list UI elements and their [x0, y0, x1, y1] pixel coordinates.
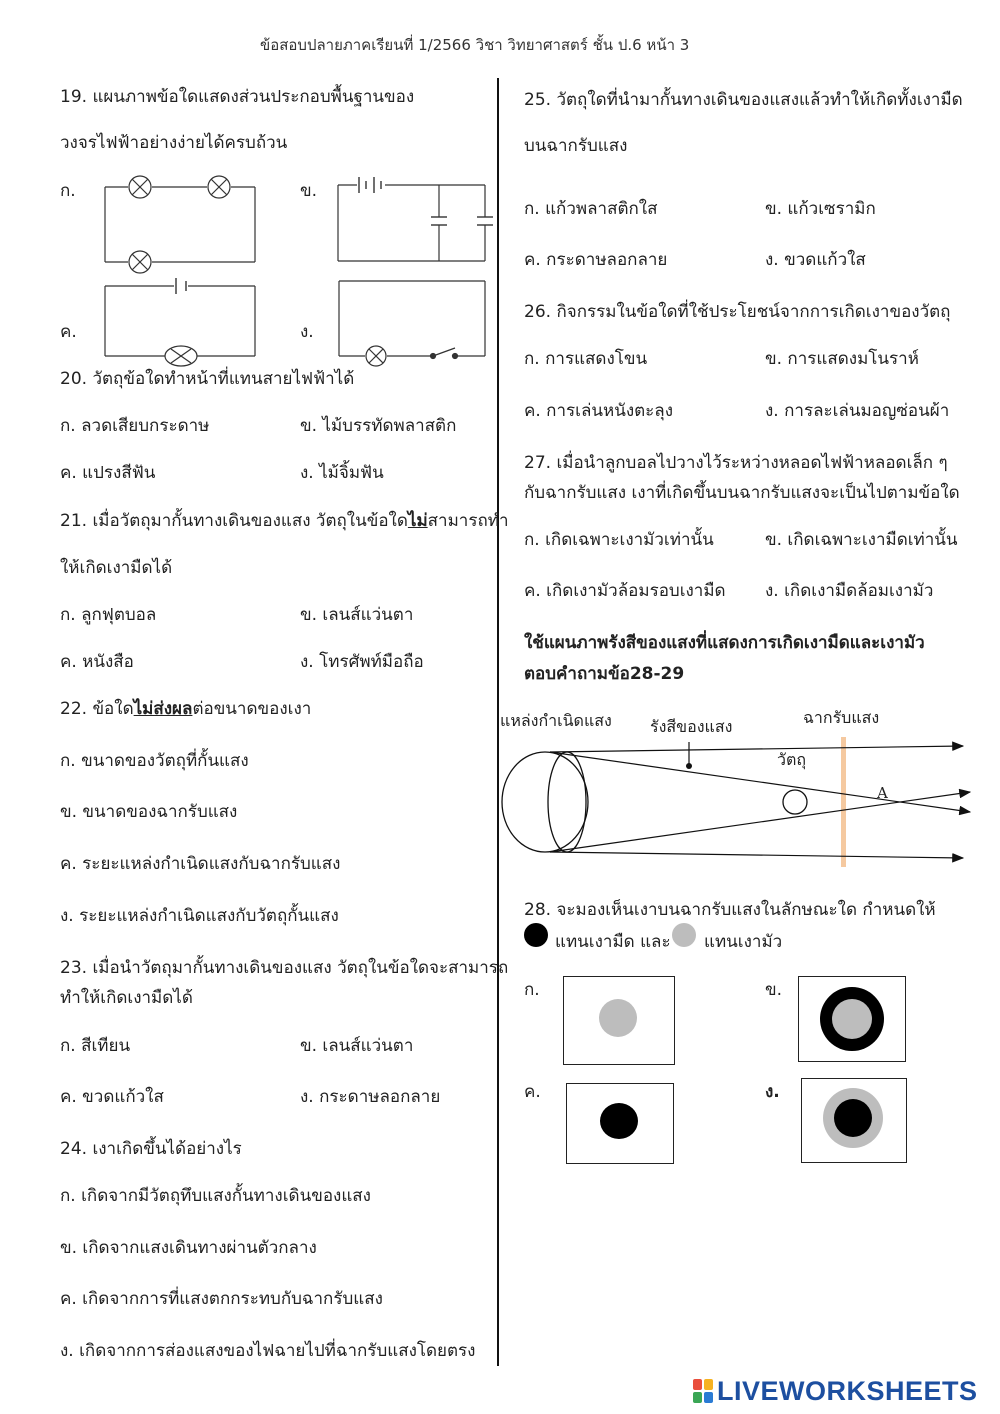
q19-option-c-label[interactable]: ค.: [60, 322, 77, 342]
battery-icon: [359, 177, 381, 193]
light-ray: [550, 746, 963, 752]
q22-stem-emphasis: ไม่ส่งผล: [133, 699, 193, 719]
q26-stem: 26. กิจกรรมในข้อใดที่ใช้ประโยชน์จากการเกิดเงาของวัตถุ: [524, 302, 951, 322]
circuit-diagram-d: [335, 276, 495, 361]
q25-stem-line1: 25. วัตถุใดที่นำมากั้นทางเดินของแสงแล้วทำให้เกิดทั้งเงามืด: [524, 90, 963, 110]
q26-option-a[interactable]: ก. การแสดงโขน: [524, 349, 648, 369]
capacitor-icon: [431, 217, 493, 225]
q22-option-d[interactable]: ง. ระยะแหล่งกำเนิดแสงกับวัตถุกั้นแสง: [60, 906, 339, 926]
q28-option-a-label[interactable]: ก.: [524, 980, 540, 1000]
ray-label-dot: [686, 763, 692, 769]
q24-option-c[interactable]: ค. เกิดจากการที่แสงตกกระทบกับฉากรับแสง: [60, 1289, 383, 1309]
q25-option-b[interactable]: ข. แก้วเซรามิก: [765, 199, 876, 219]
q24-option-a[interactable]: ก. เกิดจากมีวัตถุทึบแสงกั้นทางเดินของแสง: [60, 1186, 371, 1206]
q28-dark-legend-text: แทนเงามืด และ: [555, 932, 671, 952]
column-divider: [497, 78, 499, 1366]
q21-stem-line1: [60, 510, 509, 532]
q22-option-b[interactable]: ข. ขนาดของฉากรับแสง: [60, 802, 238, 822]
switch-icon: [431, 348, 458, 359]
ray-diagram-drawing: [500, 730, 1000, 870]
q19-option-a-label[interactable]: ก.: [60, 181, 76, 201]
q28-option-c-image[interactable]: [566, 1083, 674, 1164]
light-ray: [550, 752, 970, 812]
q23-option-d[interactable]: ง. กระดาษลอกลาย: [300, 1087, 441, 1107]
q23-option-c[interactable]: ค. ขวดแก้วใส: [60, 1087, 164, 1107]
q27-option-b[interactable]: ข. เกิดเฉพาะเงามืดเท่านั้น: [765, 530, 958, 550]
light-screen: [841, 737, 846, 867]
q24-option-d[interactable]: ง. เกิดจากการส่องแสงของไฟฉายไปที่ฉากรับแสงโดยตรง: [60, 1341, 476, 1361]
q20-option-d[interactable]: ง. ไม้จิ้มฟัน: [300, 463, 384, 483]
q25-option-d[interactable]: ง. ขวดแก้วใส: [765, 250, 866, 270]
light-shadow-legend-dot: [672, 922, 698, 948]
q28-option-a-image[interactable]: [563, 976, 675, 1065]
diagram-instruction-line1: ใช้แผนภาพรังสีของแสงที่แสดงการเกิดเงามืดและเงามัว: [524, 633, 925, 653]
q19-option-b-label[interactable]: ข.: [300, 181, 318, 201]
q27-option-a[interactable]: ก. เกิดเฉพาะเงามัวเท่านั้น: [524, 530, 714, 550]
q21-stem-pre: 21. เมื่อวัตถุมากั้นทางเดินของแสง วัตถุในข้อใด: [60, 511, 408, 531]
q21-option-d[interactable]: ง. โทรศัพท์มือถือ: [300, 652, 424, 672]
q21-option-a[interactable]: ก. ลูกฟุตบอล: [60, 605, 157, 625]
q22-stem-post: ต่อขนาดของเงา: [192, 699, 312, 719]
q28-option-b-image[interactable]: [798, 976, 906, 1062]
q28-option-d-image[interactable]: [801, 1078, 907, 1163]
q27-option-c[interactable]: ค. เกิดเงามัวล้อมรอบเงามืด: [524, 581, 726, 601]
light-ray-label: รังสีของแสง: [650, 717, 733, 736]
logo-tile: [693, 1392, 702, 1403]
q20-option-b[interactable]: ข. ไม้บรรทัดพลาสติก: [300, 416, 457, 436]
q24-option-b[interactable]: ข. เกิดจากแสงเดินทางผ่านตัวกลาง: [60, 1238, 317, 1258]
q22-option-a[interactable]: ก. ขนาดของวัตถุที่กั้นแสง: [60, 751, 249, 771]
q21-stem-line2: ให้เกิดเงามืดได้: [60, 558, 173, 578]
bulb-icon: [129, 251, 151, 273]
circuit-diagram-c: [100, 276, 260, 361]
umbra-only-shape: [567, 1084, 673, 1163]
q27-stem-line2: กับฉากรับแสง เงาที่เกิดขึ้นบนฉากรับแสงจะเป็นไปตามข้อใด: [524, 483, 960, 503]
diagram-instruction-line2: ตอบคำถามข้อ28-29: [524, 664, 685, 684]
q22-stem-pre: 22. ข้อใด: [60, 699, 134, 719]
liveworksheets-logo-icon: [693, 1379, 713, 1403]
umbra-around-penumbra-shape: [799, 977, 905, 1061]
light-ray: [550, 852, 963, 858]
q27-stem-line1: 27. เมื่อนำลูกบอลไปวางไว้ระหว่างหลอดไฟฟ้าหลอดเล็ก ๆ: [524, 453, 948, 473]
q23-stem-line1: 23. เมื่อนำวัตถุมากั้นทางเดินของแสง วัตถุในข้อใดจะสามารถ: [60, 958, 509, 978]
light-source-label: แหล่งกำเนิดแสง: [500, 711, 612, 730]
q25-option-a[interactable]: ก. แก้วพลาสติกใส: [524, 199, 658, 219]
q25-stem-line2: บนฉากรับแสง: [524, 136, 628, 156]
q24-stem: 24. เงาเกิดขึ้นได้อย่างไร: [60, 1139, 242, 1159]
penumbra-around-umbra-shape: [802, 1079, 906, 1162]
light-ray: [550, 792, 970, 852]
dark-shadow-legend-dot: [524, 922, 550, 948]
battery-icon: [176, 278, 186, 294]
logo-tile: [693, 1379, 702, 1390]
light-source-lamp: [502, 752, 588, 852]
circuit-diagram-b: [335, 173, 495, 263]
q26-option-b[interactable]: ข. การแสดงมโนราห์: [765, 349, 919, 369]
q20-stem: 20. วัตถุข้อใดทำหน้าที่แทนสายไฟฟ้าได้: [60, 369, 355, 389]
q22-option-c[interactable]: ค. ระยะแหล่งกำเนิดแสงกับฉากรับแสง: [60, 854, 341, 874]
q28-stem-line1: 28. จะมองเห็นเงาบนฉากรับแสงในลักษณะใด กำหนดให้: [524, 900, 936, 920]
liveworksheets-logo[interactable]: [693, 1376, 978, 1406]
q26-option-c[interactable]: ค. การเล่นหนังตะลุง: [524, 401, 674, 421]
q25-option-c[interactable]: ค. กระดาษลอกลาย: [524, 250, 668, 270]
q20-option-c[interactable]: ค. แปรงสีฟัน: [60, 463, 156, 483]
q22-stem: [60, 698, 311, 720]
logo-tile: [704, 1392, 713, 1403]
q19-stem-line1: 19. แผนภาพข้อใดแสดงส่วนประกอบพื้นฐานของ: [60, 87, 415, 107]
logo-tile: [704, 1379, 713, 1390]
q28-light-legend-text: แทนเงามัว: [704, 932, 783, 952]
circuit-diagram-a: [100, 172, 260, 272]
bulb-icon: [208, 176, 230, 198]
q23-option-b[interactable]: ข. เลนส์แว่นตา: [300, 1036, 414, 1056]
bulb-icon: [129, 176, 151, 198]
penumbra-only-shape: [564, 977, 674, 1064]
point-a-label: A: [877, 784, 888, 802]
q23-stem-line2: ทำให้เกิดเงามืดได้: [60, 988, 193, 1008]
object-ball: [783, 790, 807, 814]
q19-option-d-label[interactable]: ง.: [300, 322, 314, 342]
object-label: วัตถุ: [777, 750, 807, 769]
bulb-icon: [165, 346, 197, 366]
q19-stem-line2: วงจรไฟฟ้าอย่างง่ายได้ครบถ้วน: [60, 133, 288, 153]
q21-option-c[interactable]: ค. หนังสือ: [60, 652, 134, 672]
q28-option-b-label[interactable]: ข.: [765, 980, 783, 1000]
q21-stem-post: สามารถทำ: [427, 511, 509, 531]
q28-option-d-label[interactable]: ง.: [765, 1082, 780, 1102]
q27-option-d[interactable]: ง. เกิดเงามืดล้อมเงามัว: [765, 581, 934, 601]
q28-option-c-label[interactable]: ค.: [524, 1082, 541, 1102]
q21-option-b[interactable]: ข. เลนส์แว่นตา: [300, 605, 414, 625]
screen-label: ฉากรับแสง: [803, 708, 880, 727]
bulb-icon: [366, 346, 386, 366]
q21-stem-emphasis: ไม่: [407, 511, 428, 531]
q23-option-a[interactable]: ก. สีเทียน: [60, 1036, 131, 1056]
liveworksheets-logo-text: LIVEWORKSHEETS: [717, 1375, 978, 1406]
q26-option-d[interactable]: ง. การละเล่นมอญซ่อนผ้า: [765, 401, 950, 421]
q20-option-a[interactable]: ก. ลวดเสียบกระดาษ: [60, 416, 210, 436]
page-header: ข้อสอบปลายภาคเรียนที่ 1/2566 วิชา วิทยาศาสตร์ ชั้น ป.6 หน้า 3: [260, 36, 690, 54]
